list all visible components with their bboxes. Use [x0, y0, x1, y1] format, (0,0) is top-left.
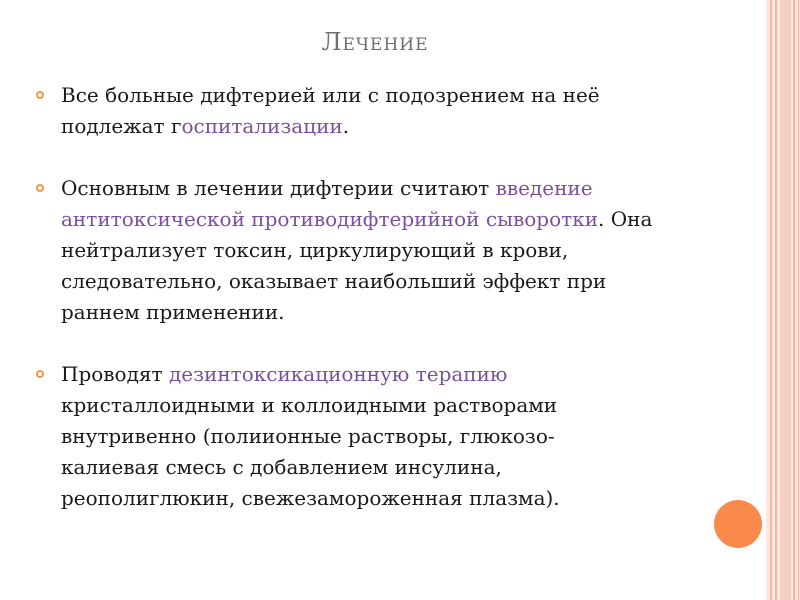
slide-title: Лечение — [321, 28, 429, 56]
stripe-core — [780, 0, 791, 600]
stripe-line — [793, 0, 795, 600]
body-text: . Она — [598, 207, 653, 231]
body-text: Проводят — [61, 362, 169, 386]
text-line — [61, 452, 766, 483]
text-line — [61, 266, 766, 297]
bullet-list — [36, 80, 766, 514]
text-line — [61, 80, 766, 111]
body-text: следовательно, оказывает наибольший эффект при — [61, 269, 607, 293]
text-line — [61, 235, 766, 266]
stripe-line — [798, 0, 799, 600]
bullet-icon — [36, 370, 44, 378]
body-text: реополиглюкин, свежезамороженная плазма). — [61, 486, 560, 510]
highlighted-text: дезинтоксикационную терапию — [168, 362, 508, 386]
bullet-item — [36, 173, 766, 328]
stripe-line — [770, 0, 772, 600]
bullet-item — [36, 80, 766, 142]
body-text: Все больные дифтерией или с подозрением на неё — [61, 83, 600, 107]
bullet-item — [36, 359, 766, 514]
bullet-icon — [36, 184, 44, 192]
highlighted-text: введение — [495, 176, 593, 200]
text-line — [61, 359, 766, 390]
body-text: раннем применении. — [61, 300, 285, 324]
text-line — [61, 173, 766, 204]
body-text: подлежат г — [61, 114, 182, 138]
stripe-line — [775, 0, 777, 600]
body-text: кристаллоидными и коллоидными растворами — [61, 393, 558, 417]
body-text: . — [342, 114, 350, 138]
highlighted-text: антитоксической противодифтерийной сыворотки — [61, 207, 599, 231]
text-line — [61, 421, 766, 452]
body-text: нейтрализует токсин, циркулирующий в крови, — [61, 238, 569, 262]
text-line — [61, 297, 766, 328]
body-text: Основным в лечении дифтерии считают — [61, 176, 496, 200]
text-line — [61, 111, 766, 142]
body-text: калиевая смесь с добавлением инсулина, — [61, 455, 502, 479]
text-line — [61, 390, 766, 421]
text-line — [61, 204, 766, 235]
highlighted-text: оспитализации — [181, 114, 343, 138]
body-text: внутривенно (полиионные растворы, глюкозо- — [61, 424, 555, 448]
text-line — [61, 483, 766, 514]
bullet-icon — [36, 91, 44, 99]
